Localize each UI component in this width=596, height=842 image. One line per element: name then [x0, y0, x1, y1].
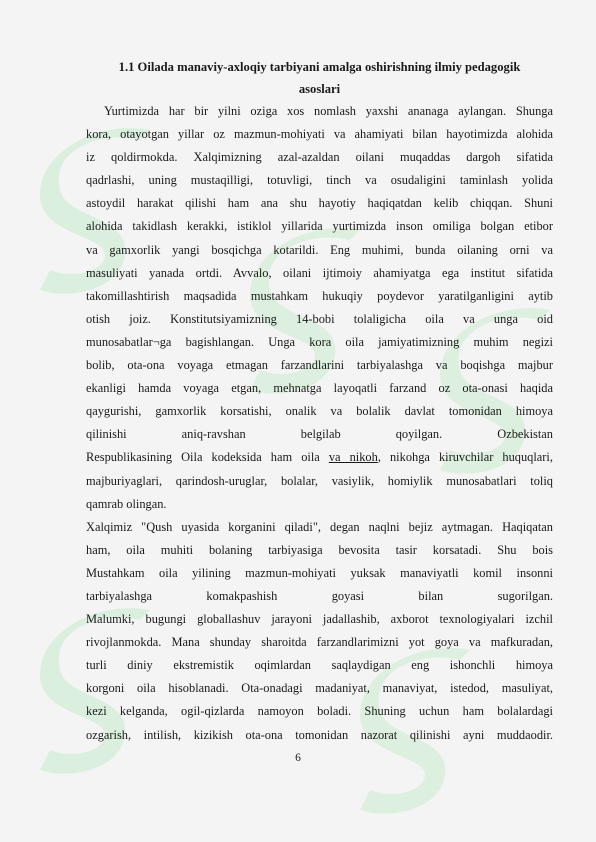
section-title-line: 1.1 Oilada manaviy-axloqiy tarbiyani amalga oshirishning ilmiy pedagogik: [118, 60, 521, 74]
section-title: [86, 56, 553, 100]
text-fragment: Respublikasining Oila kodeksida ham oila: [86, 450, 320, 465]
text-line: ham, oila muhiti bolaning tarbiyasiga bevosita tasir korsatadi. Shu bois: [86, 542, 553, 557]
text-line: majburiyaglari, qarindosh-uruglar, bolalar, vasiylik, homiylik munosabatlari toliq: [86, 473, 553, 488]
text-line: alohida takidlash kerakki, istiklol yillarida yurtimizda inson omiliga bolgan etibor: [86, 219, 553, 234]
text-line: masuliyati yanada ortdi. Avvalo, oilani ijtimoiy ahamiyatga ega institut sifatida: [86, 265, 553, 280]
section-title-line: asoslari: [298, 82, 341, 96]
text-line: Malumki, bugungi globallashuv jarayoni jadallashib, axborot texnologiyalari izchil: [86, 612, 553, 627]
text-line: otish joiz. Konstitutsiyamizning 14-bobi tolaligicha oila va unga oid: [86, 311, 553, 326]
text-line: va gamxorlik yangi bosqichga kotarildi. Eng muhimi, bunda oilaning orni va: [86, 242, 553, 257]
page-number: 6: [295, 752, 301, 764]
text-line: bolib, ota-ona voyaga etmagan farzandlarini tarbiyalashga va boqishga majbur: [86, 358, 553, 373]
text-line: ozgarish, intilish, kizikish ota-ona tomonidan nazorat qilinishi ayni muddaodir.: [86, 727, 553, 742]
text-line: korgoni oila hisoblanadi. Ota-onadagi madaniyat, manaviyat, istedod, masuliyat,: [86, 681, 553, 696]
text-line: astoydil harakat qilishi ham ana shu hayotiy haqiqatdan kelib chiqqan. Shuni: [86, 196, 553, 211]
paragraph: [86, 516, 553, 608]
text-line: qilinishi aniq-ravshan belgilab qoyilgan. Ozbekistan: [86, 427, 553, 442]
text-line: [86, 446, 553, 469]
text-line: qaygurishi, gamxorlik korsatishi, onalik va bolalik davlat tomonidan himoya: [86, 404, 553, 419]
text-line: Yurtimizda har bir yilni oziga xos nomlash yaxshi ananaga aylangan. Shunga: [104, 104, 553, 118]
text-line: takomillashtirish maqsadida mustahkam hukuqiy poydevor yaratilganligini aytib: [86, 288, 553, 303]
text-line: kora, otayotgan yillar oz mazmun-mohiyati va ahamiyati bilan hayotimizda alohida: [86, 127, 553, 142]
paragraph: [86, 608, 553, 747]
text-line: munosabatlar¬ga bagishlangan. Unga kora oila jamiyatimizning muhim negizi: [86, 334, 553, 349]
text-line: rivojlanmokda. Mana shunday sharoitda farzandlarimizni yot goya va mafkuradan,: [86, 635, 553, 650]
text-line: ekanligi hamda voyaga etgan, mehnatga layoqatli farzand oz ota-onasi haqida: [86, 381, 553, 396]
text-fragment: , nikohga kiruvchilar huquqlari,: [377, 450, 553, 465]
text-line: kezi kelganda, ogil-qizlarda namoyon boladi. Shuning uchun ham bolalardagi: [86, 704, 553, 719]
underlined-text: va nikoh: [328, 450, 378, 465]
document-body: [86, 56, 553, 747]
text-line: qamrab olingan.: [86, 496, 167, 511]
text-line: iz qoldirmokda. Xalqimizning azal-azaldan oilani muqaddas dargoh sifatida: [86, 150, 553, 165]
text-line: qadrlashi, uning mustaqilligi, totuvligi, tinch va osudaligini taminlash yolida: [86, 173, 553, 188]
text-line: tarbiyalashga komakpashish goyasi bilan sugorilgan.: [86, 588, 553, 603]
text-line: turli diniy ekstremistik oqimlardan saqlaydigan eng ishonchli himoya: [86, 658, 553, 673]
text-line: Mustahkam oila yilining mazmun-mohiyati yuksak manaviyatli komil insonni: [86, 565, 553, 580]
paragraph: [86, 100, 553, 516]
text-line: Xalqimiz "Qush uyasida korganini qiladi", degan naqlni bejiz aytmagan. Haqiqatan: [86, 519, 553, 534]
